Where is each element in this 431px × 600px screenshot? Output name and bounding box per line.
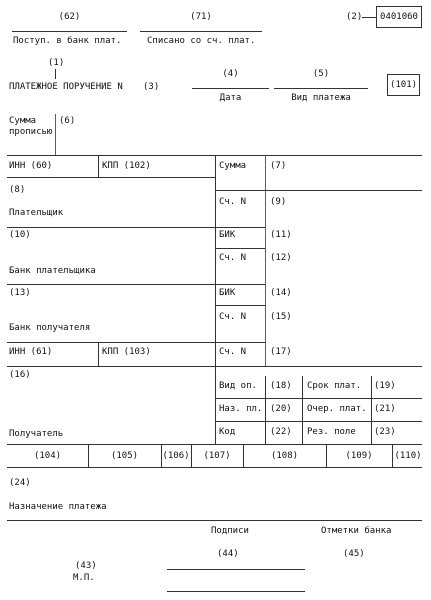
document-title: ПЛАТЕЖНОЕ ПОРУЧЕНИЕ N bbox=[9, 82, 123, 92]
payer-bank-account-label: Сч. N bbox=[219, 253, 247, 263]
form-code-box bbox=[376, 6, 422, 28]
field-107-number: (107) bbox=[203, 451, 231, 461]
payee-kpp: КПП (103) bbox=[102, 347, 151, 357]
tax-row-bottom-line bbox=[7, 467, 422, 468]
field-5-number: (5) bbox=[312, 69, 330, 79]
payer-label: Плательщик bbox=[9, 208, 64, 218]
field-10-number: (10) bbox=[9, 230, 31, 240]
field-7-number: (7) bbox=[270, 161, 287, 171]
received-line bbox=[12, 31, 127, 32]
line-bik-payee bbox=[215, 305, 265, 306]
bank-marks-label: Отметки банка bbox=[321, 526, 392, 536]
signatures-label: Подписи bbox=[211, 526, 249, 536]
reserve-label: Рез. поле bbox=[307, 427, 356, 437]
line-purpose-code bbox=[215, 421, 422, 422]
code-label: Код bbox=[219, 427, 236, 437]
payee-bank-account-label: Сч. N bbox=[219, 312, 247, 322]
grid-divider-term bbox=[302, 376, 303, 444]
payer-account-label: Сч. N bbox=[219, 197, 247, 207]
stamp-label: М.П. bbox=[73, 573, 95, 583]
payer-status-box bbox=[387, 74, 420, 96]
field-20-number: (20) bbox=[270, 404, 292, 414]
payee-label: Получатель bbox=[9, 429, 64, 439]
op-type-label: Вид оп. bbox=[219, 381, 257, 391]
line-inn-payee bbox=[7, 366, 422, 367]
field-2-number: (2) bbox=[346, 12, 363, 22]
payer-bik-label: БИК bbox=[219, 230, 236, 240]
order-label: Очер. плат. bbox=[307, 404, 367, 414]
field-6-number: (6) bbox=[59, 116, 76, 126]
field-22-number: (22) bbox=[270, 427, 292, 437]
date-line bbox=[192, 88, 269, 89]
line-payer bbox=[7, 227, 265, 228]
field-62-number: (62) bbox=[58, 12, 81, 22]
field-71-number: (71) bbox=[190, 12, 212, 22]
line-inn-payer bbox=[7, 177, 215, 178]
grid-divider-lower bbox=[265, 376, 266, 444]
field-19-number: (19) bbox=[374, 381, 396, 391]
amount-words-label-2: прописью bbox=[9, 127, 53, 137]
field-45-number: (45) bbox=[343, 549, 365, 559]
payment-type-label: Вид платежа bbox=[291, 93, 351, 103]
line-sum bbox=[215, 190, 422, 191]
field-17-number: (17) bbox=[270, 347, 292, 357]
main-grid-divider bbox=[215, 155, 216, 444]
field-43-number: (43) bbox=[75, 561, 97, 571]
field-18-number: (18) bbox=[270, 381, 292, 391]
purpose-code-label: Наз. пл. bbox=[219, 404, 263, 414]
term-label: Срок плат. bbox=[307, 381, 362, 391]
payee-inn: ИНН (61) bbox=[9, 347, 53, 357]
payment-type-line bbox=[274, 88, 368, 89]
received-label: Поступ. в банк плат. bbox=[13, 36, 122, 46]
inn-kpp-divider-bottom bbox=[98, 342, 99, 366]
field-12-number: (12) bbox=[270, 253, 292, 263]
purpose-label: Назначение платежа bbox=[9, 502, 107, 512]
line-bik-payer bbox=[215, 248, 265, 249]
title-marker bbox=[55, 69, 56, 79]
payee-bank-label: Банк получателя bbox=[9, 323, 91, 333]
form-code: 0401060 bbox=[380, 12, 418, 22]
grid-green-divider bbox=[265, 155, 266, 367]
payee-account-label: Сч. N bbox=[219, 347, 247, 357]
field-24-number: (24) bbox=[9, 478, 31, 488]
field-14-number: (14) bbox=[270, 288, 292, 298]
field-1-number: (1) bbox=[48, 58, 65, 68]
purpose-bottom-line bbox=[7, 520, 422, 521]
line-code bbox=[7, 444, 422, 445]
payee-bik-label: БИК bbox=[219, 288, 236, 298]
inn-kpp-divider-top bbox=[98, 155, 99, 177]
field-104-number: (104) bbox=[33, 451, 62, 461]
signature-line-1 bbox=[167, 569, 305, 570]
field-110-number: (110) bbox=[394, 451, 422, 461]
amount-words-divider bbox=[55, 114, 56, 156]
signature-line-2 bbox=[167, 591, 305, 592]
field-4-number: (4) bbox=[222, 69, 239, 79]
amount-words-label: Сумма bbox=[9, 116, 37, 126]
payer-kpp: КПП (102) bbox=[102, 161, 151, 171]
field-101-number: (101) bbox=[389, 80, 418, 90]
line-payee-bank bbox=[7, 342, 265, 343]
field-21-number: (21) bbox=[374, 404, 396, 414]
field-23-number: (23) bbox=[374, 427, 396, 437]
field-9-number: (9) bbox=[270, 197, 287, 207]
field-15-number: (15) bbox=[270, 312, 292, 322]
date-label: Дата bbox=[219, 93, 242, 103]
payer-inn: ИНН (60) bbox=[9, 161, 53, 171]
field-109-number: (109) bbox=[345, 451, 373, 461]
field-105-number: (105) bbox=[110, 451, 139, 461]
grid-divider-right bbox=[371, 376, 372, 444]
line-payer-bank bbox=[7, 284, 265, 285]
debited-line bbox=[140, 31, 262, 32]
field-11-number: (11) bbox=[270, 230, 292, 240]
field-3-number: (3) bbox=[143, 82, 160, 92]
form-code-connector bbox=[362, 17, 376, 18]
field-8-number: (8) bbox=[9, 185, 26, 195]
sum-label: Сумма bbox=[219, 161, 247, 171]
field-108-number: (108) bbox=[270, 451, 299, 461]
line-op-type bbox=[215, 398, 422, 399]
debited-label: Списано со сч. плат. bbox=[147, 36, 256, 46]
field-106-number: (106) bbox=[162, 451, 190, 461]
field-44-number: (44) bbox=[217, 549, 239, 559]
field-16-number: (16) bbox=[9, 370, 31, 380]
field-13-number: (13) bbox=[9, 288, 31, 298]
payer-bank-label: Банк плательщика bbox=[9, 266, 96, 276]
